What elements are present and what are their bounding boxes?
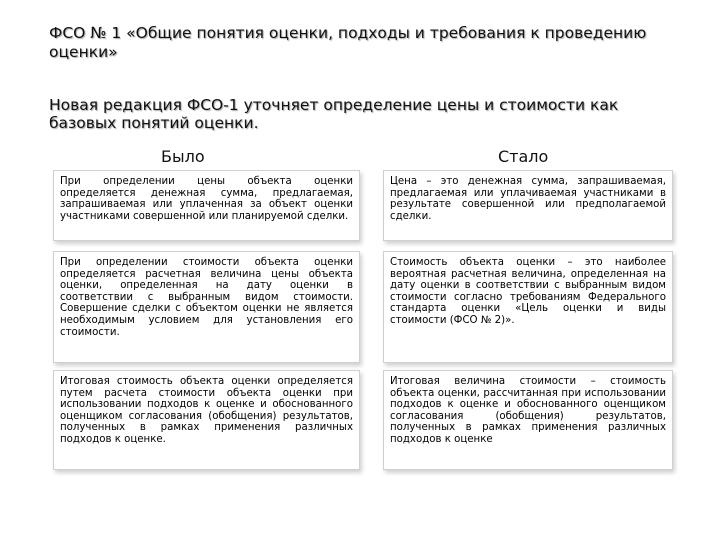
row-3-before-cell: Итоговая стоимость объекта оценки определяется путем расчета стоимости объекта оценки при использовании подходов к оценке и обоснованного оценщиком согласования (обобщения) результатов, полученных в рамках применения различных подходов к оценке. (53, 370, 360, 470)
column-header-before: Было (161, 147, 205, 166)
row-2-before-cell: При определении стоимости объекта оценки определяется расчетная величина цены объекта оценки, определенная на дату оценки в соответствии с выбранным видом стоимости. Совершение сделки с объектом оценки не является необходимым условием для установления его стоимости. (53, 251, 360, 363)
slide-subtitle: Новая редакция ФСО-1 уточняет определение цены и стоимости как базовых понятий оценки. (49, 96, 619, 132)
row-1-after-cell: Цена – это денежная сумма, запрашиваемая, предлагаемая или уплачиваемая участниками в результате совершенной или предполагаемой сделки. (383, 170, 673, 241)
column-header-after: Стало (498, 147, 549, 166)
row-1-before-cell: При определении цены объекта оценки определяется денежная сумма, предлагаемая, запрашиваемая или уплаченная за объект оценки участниками совершенной или планируемой сделки. (53, 170, 360, 241)
row-3-after-cell: Итоговая величина стоимости – стоимость объекта оценки, рассчитанная при использовании подходов к оценке и обоснованного оценщиком согласования (обобщения) результатов, полученных в рамках применения различных подходов к оценке (383, 370, 673, 470)
row-2-after-cell: Стоимость объекта оценки – это наиболее вероятная расчетная величина, определенная на дату оценки в соответствии с выбранным видом стоимости согласно требованиям Федерального стандарта оценки «Цель оценки и виды стоимости (ФСО № 2)». (383, 251, 673, 363)
slide-title: ФСО № 1 «Общие понятия оценки, подходы и требования к проведению оценки» (49, 24, 647, 61)
